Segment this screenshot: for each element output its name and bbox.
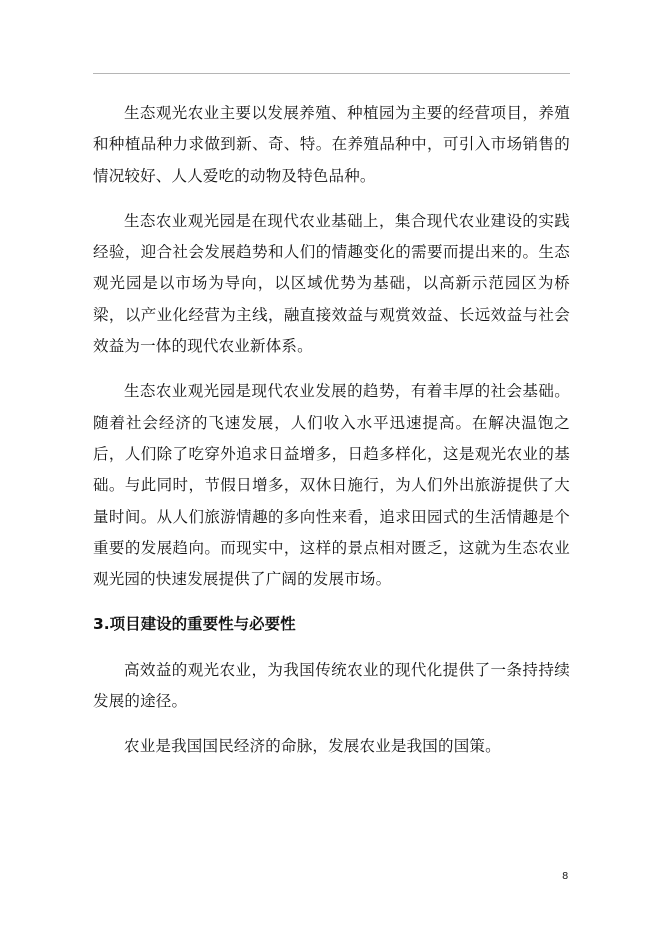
body-paragraph-2: 生态农业观光园是在现代农业基础上，集合现代农业建设的实践经验，迎合社会发展趋势和人们的情趣变化的需要而提出来的。生态观光园是以市场为导向，以区域优势为基础，以高新示范园区为桥梁，以产业化经营为主线，融直接效益与观赏效益、长远效益与社会效益为一体的现代农业新体系。 bbox=[93, 211, 570, 356]
section-paragraph-2: 农业是我国国民经济的命脉，发展农业是我国的国策。 bbox=[124, 737, 501, 756]
header-divider bbox=[93, 73, 570, 74]
body-paragraph-3: 生态农业观光园是现代农业发展的趋势，有着丰厚的社会基础。随着社会经济的飞速发展，人们收入水平迅速提高。在解决温饱之后，人们除了吃穿外追求日益增多，日趋多样化，这是观光农业的基础。与此同时，节假日增多，双休日施行，为人们外出旅游提供了大量时间。从人们旅游情趣的多向性来看，追求田园式的生活情趣是个重要的发展趋向。而现实中，这样的景点相对匮乏，这就为生态农业观光园的快速发展提供了广阔的发展市场。 bbox=[93, 382, 570, 589]
section-paragraph-1: 高效益的观光农业，为我国传统农业的现代化提供了一条持持续发展的途径。 bbox=[93, 660, 570, 711]
body-paragraph-1: 生态观光农业主要以发展养殖、种植园为主要的经营项目，养殖和种植品种力求做到新、奇、特。在养殖品种中，可引入市场销售的情况较好、人人爱吃的动物及特色品种。 bbox=[93, 104, 570, 185]
page-body bbox=[93, 98, 570, 777]
page-number: 8 bbox=[562, 871, 569, 882]
section-heading: 3.项目建设的重要性与必要性 bbox=[93, 615, 296, 634]
